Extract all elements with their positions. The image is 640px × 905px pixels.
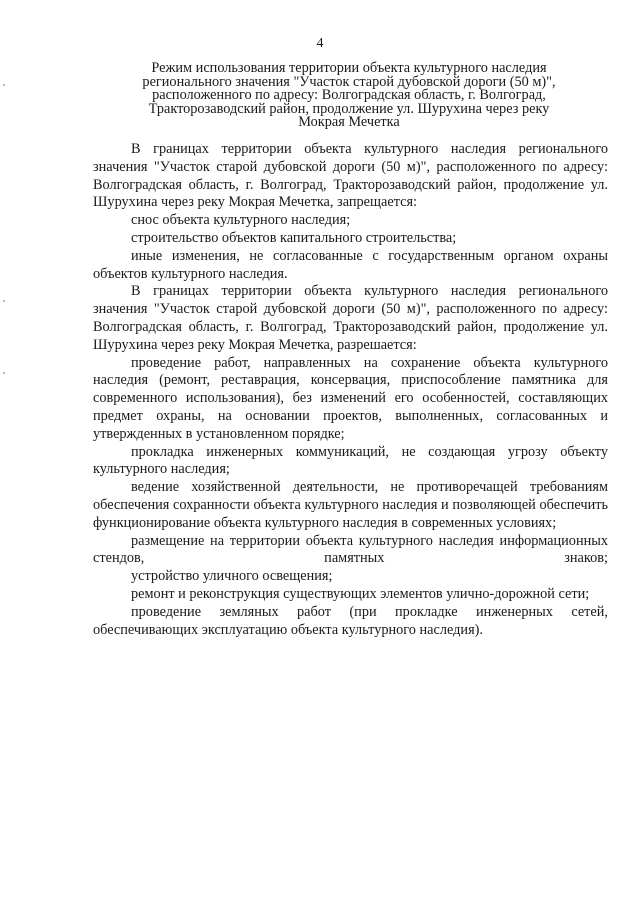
permitted-item: ведение хозяйственной деятельности, не противоречащей требованиям обеспечения сохранности объекта культурного наследия и позволяющей обеспечить функционирование объекта культурного наследия в современных условиях; <box>93 479 608 531</box>
title-line: Режим использования территории объекта культурного наследия <box>151 60 547 76</box>
scan-binding-mark <box>3 372 5 374</box>
prohibited-intro-paragraph: В границах территории объекта культурного наследия регионального значения "Участок старой дубовской дороги (50 м)", расположенного по адресу: Волгоградская область, г. Волгоград, Тракторозаводский район, продолжение ул. Шурухина через реку Мокрая Мечетка, запрещается: <box>93 141 608 211</box>
title-line: регионального значения "Участок старой дубовской дороги (50 м)", <box>142 73 556 90</box>
document-title <box>128 62 570 130</box>
permitted-item: устройство уличного освещения; <box>131 568 333 585</box>
permitted-intro-paragraph: В границах территории объекта культурного наследия регионального значения "Участок старой дубовской дороги (50 м)", расположенного по адресу: Волгоградская область, г. Волгоград, Тракторозаводский район, продолжение ул. Шурухина через реку Мокрая Мечетка, разрешается: <box>93 283 608 353</box>
permitted-item: проведение работ, направленных на сохранение объекта культурного наследия (ремонт, реставрация, консервация, приспособление памятника для современного использования), без изменений его особенностей, составляющих предмет охраны, на основании проектов, выполненных, согласованных и утвержденных в установленном порядке; <box>93 354 608 442</box>
prohibited-item: снос объекта культурного наследия; <box>131 212 351 229</box>
prohibited-item: иные изменения, не согласованные с государственным органом охраны объектов культурного наследия. <box>93 247 608 282</box>
permitted-item: размещение на территории объекта культурного наследия информационных стендов, памятных знаков; <box>93 532 608 567</box>
permitted-item: прокладка инженерных коммуникаций, не создающая угрозу объекту культурного наследия; <box>93 443 608 478</box>
scan-binding-mark <box>3 300 5 302</box>
title-line: Тракторозаводский район, продолжение ул. Шурухина через реку <box>148 100 550 117</box>
title-line: расположенного по адресу: Волгоградская область, г. Волгоград, <box>152 87 546 104</box>
prohibited-item: строительство объектов капитального строительства; <box>131 229 457 246</box>
permitted-item: ремонт и реконструкция существующих элементов улично-дорожной сети; <box>131 585 590 602</box>
scan-binding-mark <box>3 84 5 86</box>
title-line: Мокрая Мечетка <box>298 114 400 131</box>
permitted-item: проведение земляных работ (при прокладке инженерных сетей, обеспечивающих эксплуатацию объекта культурного наследия). <box>93 603 608 638</box>
document-body <box>93 141 608 639</box>
page-number: 4 <box>316 36 324 51</box>
